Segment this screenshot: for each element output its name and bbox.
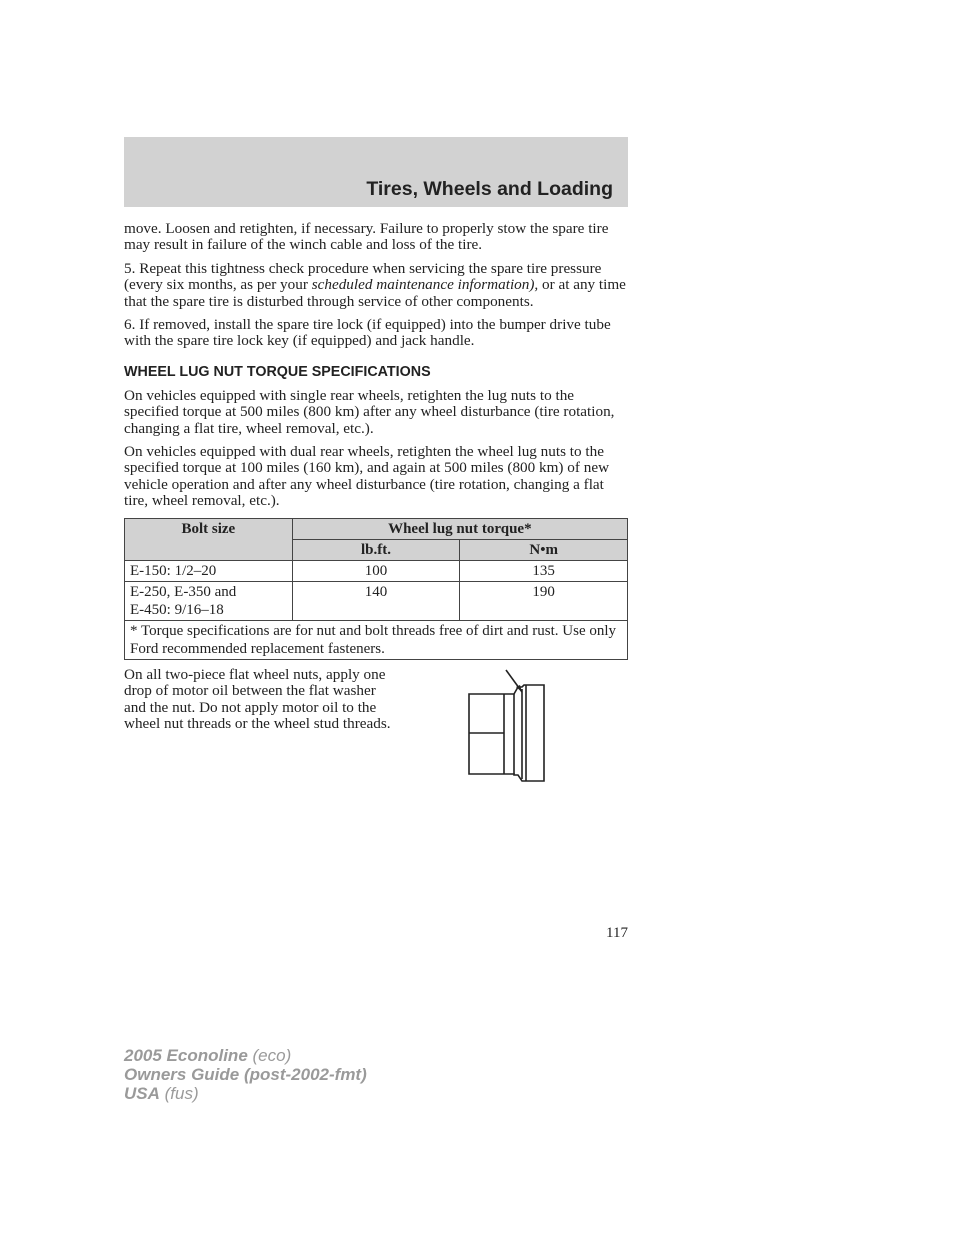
footer-guide: Owners Guide (post-2002-fmt) [124,1065,367,1084]
bolt-size-cell [125,560,293,581]
wheel-nut-illustration [464,667,554,787]
step-5-text-end: or at any time that the spare tire is disturbed through service of other components. [124,276,626,310]
paragraph-dual-rear: On vehicles equipped with dual rear wheels, retighten the wheel lug nuts to the specified torque at 100 miles (160 km), and again at 500 miles (800 km) of new vehicle operation and after any wheel disturbance (tire rotation, changing a flat tire, wheel removal, etc.). [124,443,610,510]
table-footnote: * Torque specifications are for nut and bolt threads free of dirt and rust. Use only Ford recommended replacement fasteners. [125,620,628,659]
bolt-size-cell [125,581,293,620]
nm-cell: 135 [460,560,628,581]
footer-model: 2005 Econoline [124,1046,248,1065]
oil-note-text: On all two-piece flat wheel nuts, apply one drop of motor oil between the flat washer and the nut. Do not apply motor oil to the wheel nut threads or the wheel stud threads. [124,665,391,732]
section-header-band [124,137,628,207]
step-5-italic: scheduled maintenance information), [311,276,539,294]
header-torque: Wheel lug nut torque* [292,518,627,539]
paragraph-single-rear: On vehicles equipped with single rear wheels, retighten the lug nuts to the specified torque at 500 miles (800 km) after any wheel disturbance (tire rotation, changing a flat tire, wheel removal, etc.). [124,386,615,437]
oil-note-section [124,667,628,797]
footer-line-2 [124,1065,367,1084]
footer-line-1 [124,1046,367,1065]
page-number: 117 [606,925,628,941]
table-row [125,581,628,620]
torque-spec-table [124,518,628,660]
table-row [125,560,628,581]
section-heading-torque: WHEEL LUG NUT TORQUE SPECIFICATIONS [124,363,431,380]
page-content [124,221,628,797]
lbft-cell: 140 [292,581,460,620]
header-lbft: lb.ft. [292,539,460,560]
step-5-text-start: 5. Repeat this tightness check procedure when servicing the spare tire pressure (every six months, as per your [124,259,602,294]
section-title: Tires, Wheels and Loading [366,178,613,200]
bolt-size-text-line1: E-250, E-350 and [130,583,237,600]
footer-market-code: (fus) [159,1084,199,1103]
footer-market: USA [124,1084,160,1103]
paragraph-stow-spare: move. Loosen and retighten, if necessary. Failure to properly stow the spare tire may result in failure of the winch cable and loss of the tire. [124,220,609,254]
paragraph-step-5 [124,261,628,310]
header-bolt-size: Bolt size [125,518,293,560]
lbft-cell: 100 [292,560,460,581]
footer-model-code: (eco) [247,1046,292,1065]
document-footer [124,1046,367,1103]
bolt-size-text: E-150: 1/2–20 [130,562,217,579]
header-nm: N•m [460,539,628,560]
bolt-size-text-line2: E-450: 9/16–18 [130,601,224,618]
nm-cell: 190 [460,581,628,620]
paragraph-step-6: 6. If removed, install the spare tire lock (if equipped) into the bumper drive tube with the spare tire lock key (if equipped) and jack handle. [124,316,611,350]
footer-line-3 [124,1084,367,1103]
